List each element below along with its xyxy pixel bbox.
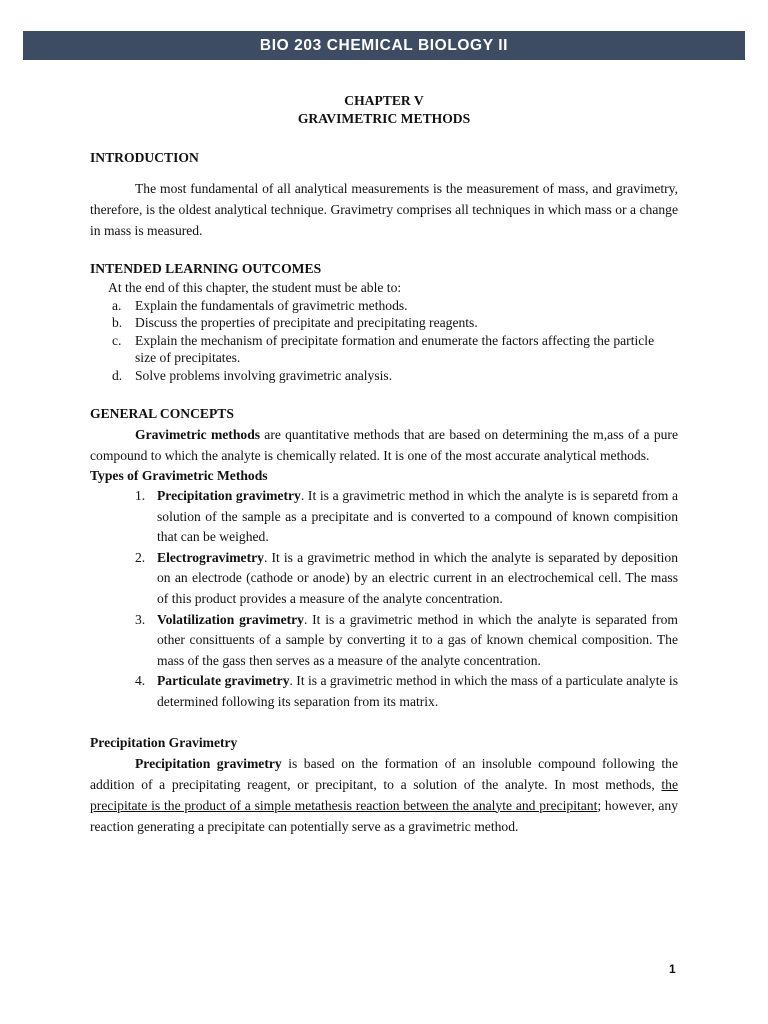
list-item-text: Explain the fundamentals of gravimetric methods. [135, 297, 408, 313]
defined-term: Gravimetric methods [135, 427, 261, 442]
document-header-bar [23, 31, 745, 60]
list-marker: d. [112, 367, 123, 383]
general-concepts-heading: GENERAL CONCEPTS [90, 406, 234, 421]
list-marker: a. [112, 297, 122, 313]
list-item-text: . It is a gravimetric method in which the analyte is separated by deposition on an electrode (cathode or anode) by an electric current in an electrochemical cell. The mass of this product provides a measure of the analyte concentration. [157, 549, 678, 606]
list-marker: 2. [135, 549, 146, 565]
list-item-text: Explain the mechanism of precipitate formation and enumerate the factors affecting the particle size of precipitates. [135, 332, 655, 365]
ilo-heading: INTENDED LEARNING OUTCOMES [90, 261, 322, 276]
paragraph-text: ; however, any reaction generating a precipitate can potentially serve as a gravimetric method. [90, 797, 678, 834]
ilo-list [90, 297, 678, 385]
types-list [90, 486, 678, 713]
precipitation-paragraph [90, 753, 678, 837]
list-item-text: . It is a gravimetric method in which the mass of a particulate analyte is determined following its separation from its matrix. [157, 673, 679, 709]
list-marker: 3. [135, 611, 146, 627]
paragraph-text: are quantitative methods that are based on determining the m,ass of a pure compound to which the analyte is chemically related. It is one of the most accurate analytical methods. [90, 427, 678, 463]
list-marker: 1. [135, 488, 146, 503]
list-item-text: Discuss the properties of precipitate and precipitating reagents. [135, 315, 478, 330]
list-item-text: Solve problems involving gravimetric analysis. [135, 367, 393, 383]
ilo-lead: At the end of this chapter, the student must be able to: [108, 280, 402, 295]
types-heading: Types of Gravimetric Methods [90, 468, 268, 483]
list-item-text: . It is a gravimetric method in which the analyte is is separetd from a solution of the sample as a precipitate and is converted to a compound of known compisition that can be weighed. [157, 488, 678, 545]
list-marker: c. [112, 332, 122, 348]
list-item [135, 548, 678, 610]
course-title: BIO 203 CHEMICAL BIOLOGY II [259, 36, 509, 54]
list-item [112, 297, 678, 315]
intro-paragraph: The most fundamental of all analytical measurements is the measurement of mass, and gravimetry, therefore, is the oldest analytical technique. Gravimetry comprises all techniques in which mass or a change in mass is measured. [90, 181, 678, 238]
list-item [135, 610, 678, 672]
document-body [90, 92, 678, 837]
defined-term: Particulate gravimetry [157, 673, 290, 689]
general-concepts-paragraph [90, 424, 678, 466]
page-number: 1 [669, 962, 676, 976]
defined-term: Electrogravimetry [157, 549, 264, 565]
chapter-number: CHAPTER V [344, 93, 424, 108]
intro-heading: INTRODUCTION [90, 150, 199, 165]
list-item [112, 314, 678, 332]
list-item-text: . It is a gravimetric method in which the analyte is separated from other consittuents of a sample by converting it to a gas of known chemical composition. The mass of the gass then serves as a measure of the analyte concentration. [157, 611, 678, 668]
list-item [112, 367, 678, 385]
precipitation-heading: Precipitation Gravimetry [90, 734, 238, 750]
paragraph-text: is based on the formation of an insoluble compound following the addition of a precipitating reagent, or precipitant, to a solution of the analyte. In most methods, [90, 755, 678, 792]
defined-term: Precipitation gravimetry [135, 755, 282, 771]
list-marker: b. [112, 315, 123, 330]
underlined-text: the precipitate is the product of a simple metathesis reaction between the analyte and precipitant [90, 776, 678, 813]
chapter-title: GRAVIMETRIC METHODS [297, 110, 471, 126]
defined-term: Precipitation gravimetry [157, 488, 301, 503]
list-item [135, 671, 679, 712]
list-item [112, 332, 678, 367]
defined-term: Volatilization gravimetry [157, 611, 304, 627]
list-item [135, 486, 678, 548]
list-marker: 4. [135, 673, 146, 689]
